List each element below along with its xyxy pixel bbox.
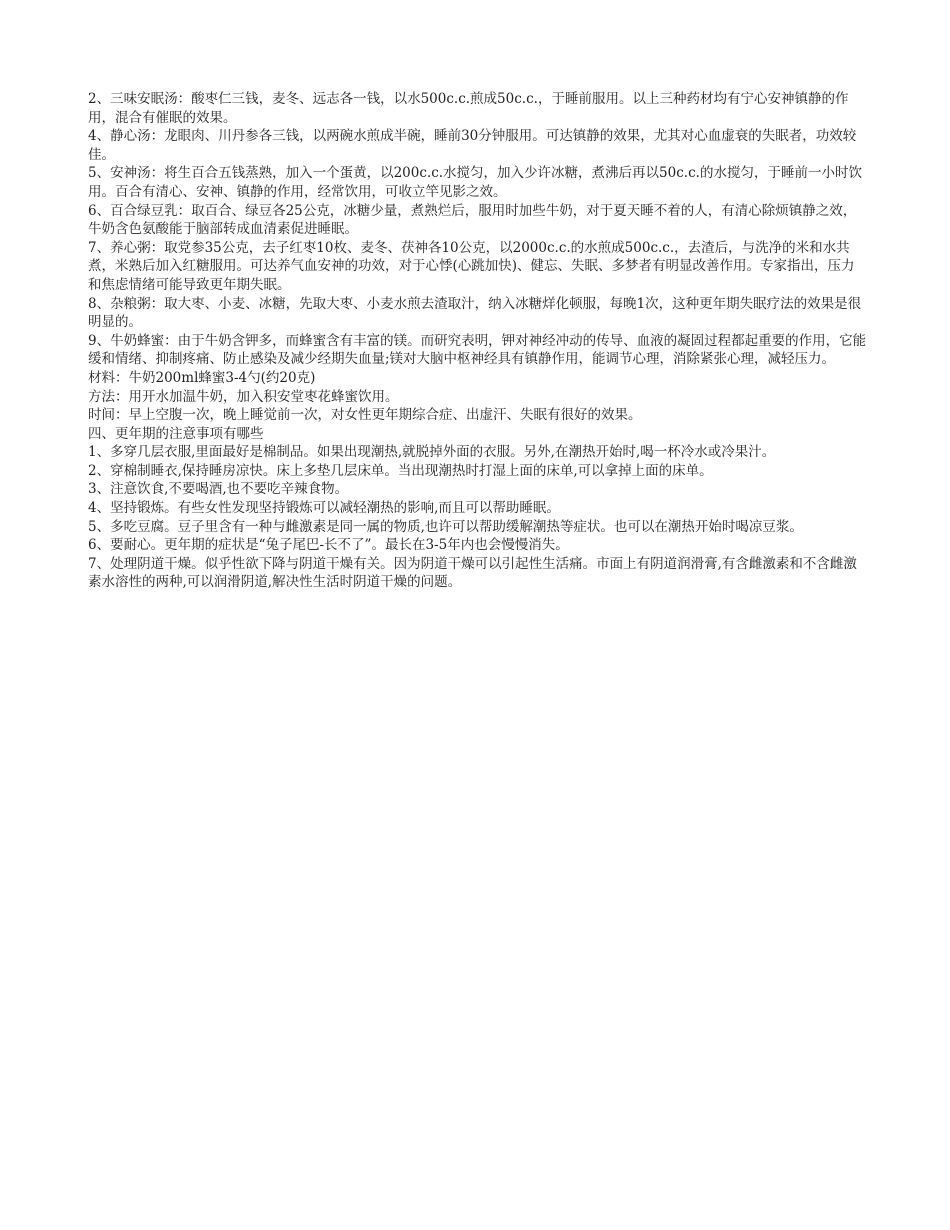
- paragraph-method: 方法：用开水加温牛奶，加入积安堂枣花蜂蜜饮用。: [88, 388, 399, 405]
- paragraph-sanwei-anmian-tang: 2、三味安眠汤：酸枣仁三钱，麦冬、远志各一钱，以水500c.c.煎成50c.c.，于睡前服用。以上三种药材均有宁心安神镇静的作用，混合有催眠的效果。: [88, 91, 849, 126]
- section-heading-precautions: 四、更年期的注意事项有哪些: [88, 425, 264, 442]
- paragraph-time: 时间：早上空腹一次，晚上睡觉前一次，对女性更年期综合症、出虚汗、失眠有很好的效果。: [88, 407, 642, 424]
- paragraph-yangxin-zhou: 7、养心粥：取党参35公克，去子红枣10枚、麦冬、茯神各10公克，以2000c.c.的水煎成500c.c.，去渣后，与洗净的米和水共煮，米熟后加入红糖服用。可达养气血安神的功效，对于心悸(心跳加快)、健忘、失眠、多梦者有明显改善作用。专家指出，压力和焦虑情绪可能导致更年期失眠。: [88, 239, 855, 293]
- paragraph-niunai-fengmi: 9、牛奶蜂蜜：由于牛奶含钾多，而蜂蜜含有丰富的镁。而研究表明，钾对神经冲动的传导、血液的凝固过程都起重要的作用，它能缓和情绪、抑制疼痛、防止感染及减少经期失血量;镁对大脑中枢神经具有镇静作用，能调节心理，消除紧张心理，减轻压力。: [88, 332, 867, 368]
- paragraph-precaution-5: 5、多吃豆腐。豆子里含有一种与雌激素是同一属的物质,也许可以帮助缓解潮热等症状。也可以在潮热开始时喝凉豆浆。: [88, 518, 803, 535]
- paragraph-anshen-tang: 5、安神汤：将生百合五钱蒸熟，加入一个蛋黄，以200c.c.水搅匀，加入少许冰糖，煮沸后再以50c.c.的水搅匀，于睡前一小时饮用。百合有清心、安神、镇静的作用，经常饮用，可收立竿见影之效。: [88, 165, 862, 200]
- paragraph-precaution-3: 3、注意饮食,不要喝酒,也不要吃辛辣食物。: [88, 481, 349, 498]
- document-page: [88, 90, 868, 592]
- paragraph-precaution-7: 7、处理阴道干燥。似乎性欲下降与阴道干燥有关。因为阴道干燥可以引起性生活痛。市面上有阴道润滑膏,有含雌激素和不含雌激素水溶性的两种,可以润滑阴道,解决性生活时阴道干燥的问题。: [88, 555, 857, 591]
- paragraph-precaution-6: 6、要耐心。更年期的症状是“兔子尾巴-长不了”。最长在3-5年内也会慢慢消失。: [88, 537, 569, 554]
- paragraph-precaution-2: 2、穿棉制睡衣,保持睡房凉快。床上多垫几层床单。当出现潮热时打湿上面的床单,可以拿掉上面的床单。: [88, 462, 713, 479]
- paragraph-materials: 材料：牛奶200ml蜂蜜3-4勺(约20克): [88, 369, 316, 386]
- paragraph-jingxin-tang: 4、静心汤：龙眼肉、川丹参各三钱，以两碗水煎成半碗，睡前30分钟服用。可达镇静的效果，尤其对心血虚衰的失眠者，功效较佳。: [88, 128, 857, 163]
- paragraph-baihe-lvdou-ru: 6、百合绿豆乳：取百合、绿豆各25公克，冰糖少量，煮熟烂后，服用时加些牛奶，对于夏天睡不着的人，有清心除烦镇静之效，牛奶含色氨酸能于脑部转成血清素促进睡眠。: [88, 202, 857, 238]
- paragraph-precaution-4: 4、坚持锻炼。有些女性发现坚持锻炼可以减轻潮热的影响,而且可以帮助睡眠。: [88, 500, 560, 517]
- paragraph-zaliang-zhou: 8、杂粮粥：取大枣、小麦、冰糖，先取大枣、小麦水煎去渣取汁，纳入冰糖烊化顿服，每晚1次，这种更年期失眠疗法的效果是很明显的。: [88, 295, 862, 331]
- paragraph-precaution-1: 1、多穿几层衣服,里面最好是棉制品。如果出现潮热,就脱掉外面的衣服。另外,在潮热开始时,喝一杯冷水或冷果汁。: [88, 444, 776, 461]
